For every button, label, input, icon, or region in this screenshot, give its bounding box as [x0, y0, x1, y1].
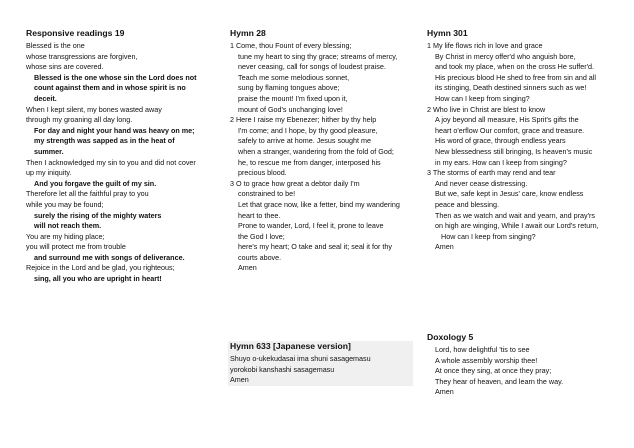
text-line: the God I love;: [238, 231, 285, 241]
text-line: Then as we watch and wait and yearn, and pray'rs: [435, 210, 595, 220]
text-line: he, to rescue me from danger, interposed his: [238, 157, 381, 167]
text-line: 3 O to grace how great a debtor daily I'm: [230, 178, 360, 188]
hymn-633-section: [228, 341, 413, 386]
text-line: How can I keep from singing?: [441, 231, 536, 241]
section-title: Doxology 5: [427, 332, 474, 342]
text-line: deceit.: [34, 93, 57, 103]
text-line: Amen: [435, 242, 454, 252]
text-line: heart to thee.: [238, 210, 281, 220]
text-line: whose transgressions are forgiven,: [26, 51, 138, 61]
text-line: For day and night your hand was heavy on me;: [34, 125, 195, 135]
text-line: precious blood.: [238, 168, 287, 178]
text-line: 2 Here I raise my Ebenezer; hither by thy help: [230, 115, 377, 125]
text-line: By Christ in mercy offer'd who anguish bore,: [435, 51, 576, 61]
text-line: heart o'erflow Our comfort, grace and treasure.: [435, 125, 585, 135]
text-line: You are my hiding place;: [26, 231, 105, 241]
text-line: 2 Who live in Christ are blest to know: [427, 104, 546, 114]
text-line: praise the mount! I'm fixed upon it,: [238, 93, 348, 103]
text-line: When I kept silent, my bones wasted away: [26, 104, 162, 114]
text-line: on high are winging, While I await our Lord's return,: [435, 221, 599, 231]
text-line: mount of God's unchanging love!: [238, 104, 343, 114]
responsive-reading-section: [26, 28, 221, 285]
section-title: Responsive readings 19: [26, 28, 125, 38]
text-line: tune my heart to sing thy grace; streams of mercy,: [238, 51, 398, 61]
text-line: And never cease distressing.: [435, 178, 528, 188]
text-line: whose sins are covered.: [26, 62, 104, 72]
text-line: constrained to be!: [238, 189, 296, 199]
text-line: sung by flaming tongues above;: [238, 83, 340, 93]
text-line: Let that grace now, like a fetter, bind my wandering: [238, 199, 400, 209]
text-line: Lord, how delightful 'tis to see: [435, 345, 530, 354]
text-line: A joy beyond all measure, His Sprit's gifts the: [435, 115, 579, 125]
doxology-section: [427, 332, 617, 398]
text-line: 1 My life flows rich in love and grace: [427, 41, 543, 50]
text-line: At once they sing, at once they pray;: [435, 366, 552, 376]
text-line: 3 The storms of earth may rend and tear: [427, 168, 556, 178]
text-line: up my iniquity.: [26, 168, 72, 178]
text-line: His word of grace, through endless years: [435, 136, 566, 146]
hymn-28-section: [230, 28, 415, 274]
text-line: Shuyo o-ukekudasai ima shuni sasagemasu: [230, 354, 371, 363]
text-line: never ceasing, call for songs of loudest praise.: [238, 62, 386, 72]
hymn-lines: [230, 354, 411, 386]
text-line: in my ears. How can I keep from singing?: [435, 157, 567, 167]
hymn-lines: [427, 41, 627, 253]
text-line: They hear of heaven, and learn the way.: [435, 376, 564, 386]
text-line: 1 Come, thou Fount of every blessing;: [230, 41, 352, 50]
hymn-301-section: [427, 28, 627, 253]
text-line: Therefore let all the faithful pray to you: [26, 189, 149, 199]
text-line: Teach me some melodious sonnet,: [238, 72, 350, 82]
text-line: Amen: [230, 375, 249, 385]
text-line: here's my heart; O take and seal it; seal it for thy: [238, 242, 392, 252]
text-line: when a stranger, wandering from the fold of God;: [238, 146, 394, 156]
text-line: And you forgave the guilt of my sin.: [34, 178, 157, 188]
text-line: summer.: [34, 146, 64, 156]
text-line: Rejoice in the Lord and be glad, you righteous;: [26, 263, 175, 273]
text-line: you will protect me from trouble: [26, 242, 126, 252]
section-title: Hymn 301: [427, 28, 468, 38]
text-line: Blessed is the one whose sin the Lord does not: [34, 72, 197, 82]
text-line: I'm come; and I hope, by thy good pleasure,: [238, 125, 378, 135]
section-title: Hymn 633 [Japanese version]: [230, 341, 351, 351]
text-line: Amen: [238, 263, 257, 273]
text-line: safely to arrive at home. Jesus sought me: [238, 136, 372, 146]
text-line: surely the rising of the mighty waters: [34, 210, 162, 220]
text-line: Amen: [435, 387, 454, 397]
text-line: my strength was sapped as in the heat of: [34, 136, 175, 146]
text-line: Then I acknowledged my sin to you and did not cover: [26, 157, 196, 167]
text-line: and surround me with songs of deliverance.: [34, 252, 185, 262]
hymn-lines: [230, 41, 415, 274]
text-line: through my groaning all day long.: [26, 115, 133, 125]
text-line: How can I keep from singing?: [435, 93, 530, 103]
text-line: New blessedness still bringing, Is heaven's music: [435, 146, 593, 156]
doxology-lines: [427, 345, 617, 398]
text-line: His precious blood He shed to free from sin and all: [435, 72, 597, 82]
text-line: peace and blessing.: [435, 199, 499, 209]
text-line: A whole assembly worship thee!: [435, 355, 538, 365]
text-line: Prone to wander, Lord, I feel it, prone to leave: [238, 221, 384, 231]
text-line: Blessed is the one: [26, 41, 85, 50]
hymn-633-box: [228, 341, 413, 386]
text-line: courts above.: [238, 252, 282, 262]
text-line: But we, safe kept in Jesus' care, know endless: [435, 189, 584, 199]
section-title: Hymn 28: [230, 28, 266, 38]
text-line: will not reach them.: [34, 221, 102, 231]
reading-lines: [26, 41, 221, 285]
text-line: count against them and in whose spirit is no: [34, 83, 186, 93]
text-line: its stinging, Death destined sinners such as we!: [435, 83, 587, 93]
text-line: sing, all you who are upright in heart!: [34, 274, 162, 284]
text-line: and took my place, when on the cross He suffer'd.: [435, 62, 595, 72]
text-line: yorokobi kanshashi sasagemasu: [230, 364, 335, 374]
text-line: while you may be found;: [26, 199, 104, 209]
